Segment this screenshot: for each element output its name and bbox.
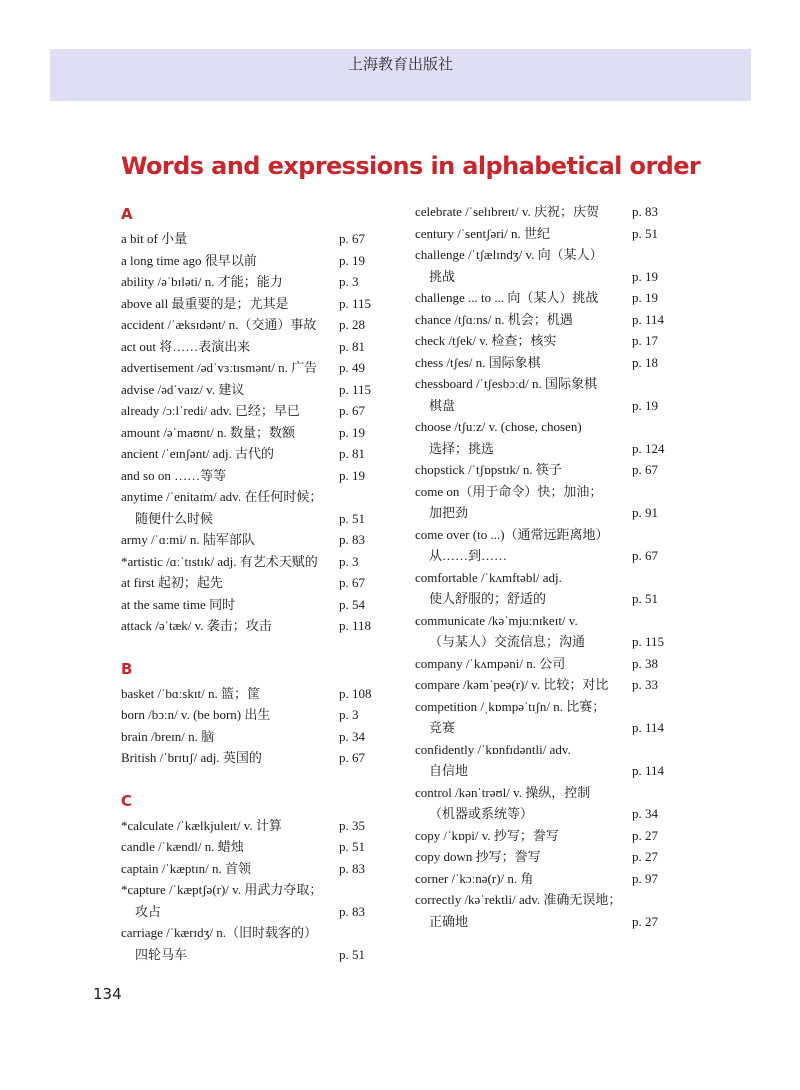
entry-page-ref: p. 118 [339, 618, 372, 633]
entry-text: *calculate /ˈkælkjuleɪt/ v. 计算 [121, 817, 282, 833]
glossary-entry [121, 683, 389, 705]
entry-page-ref: p. 27 [632, 849, 658, 864]
entry-page-ref: p. 34 [632, 806, 658, 821]
entry-page-ref: p. 51 [339, 839, 365, 854]
entry-page-ref: p. 19 [339, 467, 365, 483]
entry-text: compare /kəmˈpeə(r)/ v. 比较；对比 [415, 677, 609, 692]
glossary-entry [415, 524, 679, 567]
entry-text: 从……到…… [429, 548, 508, 563]
entry-page-ref: p. 67 [632, 548, 658, 563]
glossary-entry [121, 704, 389, 726]
entry-page-ref: p. 108 [339, 685, 372, 701]
glossary-entry [415, 416, 679, 459]
entry-text: corner /ˈkɔːnə(r)/ n. 角 [415, 870, 534, 886]
entry-page-ref: p. 67 [339, 403, 365, 418]
entry-text: control /kənˈtrəʊl/ v. 操纵，控制 [415, 784, 591, 800]
entry-text: 挑战 [429, 268, 456, 284]
glossary-entry [415, 201, 679, 223]
entry-text: copy down 抄写；誊写 [415, 849, 541, 864]
glossary-entry [121, 400, 389, 422]
glossary-entry [121, 879, 389, 922]
entry-text: comfortable /ˈkʌmftəbl/ adj. [415, 569, 562, 585]
entry-text: celebrate /ˈselɪbreɪt/ v. 庆祝；庆贺 [415, 204, 599, 219]
section-letter: C [121, 791, 133, 810]
entry-text: basket /ˈbɑːskɪt/ n. 篮；筐 [121, 685, 260, 701]
glossary-entry [121, 443, 389, 465]
entry-page-ref: p. 124 [632, 440, 665, 456]
entry-text: advertisement /ədˈvɜːtɪsmənt/ n. 广告 [121, 360, 318, 375]
glossary-entry [415, 739, 679, 782]
entry-page-ref: p. 19 [632, 268, 658, 284]
entry-page-ref: p. 51 [339, 946, 365, 962]
entry-page-ref: p. 19 [632, 397, 658, 413]
entry-page-ref: p. 27 [632, 827, 658, 843]
entry-page-ref: p. 19 [339, 424, 365, 440]
glossary-entry [121, 379, 389, 401]
section-letter: B [121, 659, 133, 678]
page-number: 134 [93, 985, 122, 1003]
section-letter: A [121, 205, 133, 223]
entry-text: captain /ˈkæptɪn/ n. 首领 [121, 860, 251, 876]
entry-page-ref: p. 81 [339, 338, 365, 354]
glossary-entry [121, 922, 389, 965]
entry-text: *capture /ˈkæptʃə(r)/ v. 用武力夺取； [121, 882, 323, 897]
glossary-entry [415, 373, 679, 416]
glossary-entry [415, 868, 679, 890]
glossary-entry [415, 889, 679, 932]
glossary-entry [121, 836, 389, 858]
entry-text: check /tʃek/ v. 检查；核实 [415, 333, 557, 348]
glossary-entry [415, 309, 679, 331]
entry-page-ref: p. 19 [632, 290, 658, 305]
glossary-entry [415, 244, 679, 287]
entry-text: candle /ˈkændl/ n. 蜡烛 [121, 839, 244, 854]
entry-page-ref: p. 81 [339, 446, 365, 461]
entry-text: amount /əˈmaʊnt/ n. 数量；数额 [121, 424, 295, 440]
entry-page-ref: p. 83 [632, 204, 658, 219]
entry-page-ref: p. 97 [632, 870, 658, 886]
glossary-entry [121, 336, 389, 358]
entry-text: （与某人）交流信息；沟通 [429, 634, 586, 649]
entry-page-ref: p. 51 [632, 225, 658, 241]
entry-text: carriage /ˈkærɪdʒ/ n.（旧时载客的） [121, 925, 318, 940]
entry-page-ref: p. 49 [339, 360, 365, 375]
entry-text: advise /ədˈvaɪz/ v. 建议 [121, 381, 245, 397]
entry-page-ref: p. 67 [632, 462, 658, 477]
entry-text: 四轮马车 [135, 946, 188, 962]
glossary-entry [121, 572, 389, 594]
entry-text: 攻占 [135, 903, 162, 919]
entry-page-ref: p. 18 [632, 354, 658, 370]
glossary-entry [121, 271, 389, 293]
entry-page-ref: p. 67 [339, 231, 365, 246]
header-banner [50, 49, 751, 101]
entry-text: correctly /kəˈrektli/ adv. 准确无误地； [415, 892, 622, 907]
entry-text: 使人舒服的；舒适的 [429, 591, 547, 606]
entry-page-ref: p. 83 [339, 860, 365, 876]
entry-text: brain /breɪn/ n. 脑 [121, 728, 215, 744]
entry-text: 棋盘 [429, 397, 456, 413]
entry-page-ref: p. 114 [632, 311, 665, 327]
glossary-entry [415, 653, 679, 675]
entry-page-ref: p. 91 [632, 505, 658, 520]
entry-text: attack /əˈtæk/ v. 袭击；攻击 [121, 618, 272, 633]
entry-text: company /ˈkʌmpəni/ n. 公司 [415, 655, 566, 671]
entry-text: British /ˈbrɪtɪʃ/ adj. 英国的 [121, 750, 262, 765]
entry-page-ref: p. 54 [339, 596, 365, 612]
entry-text: communicate /kəˈmjuːnɪkeɪt/ v. [415, 612, 578, 628]
entry-page-ref: p. 17 [632, 333, 658, 348]
entry-text: 随便什么时候 [135, 510, 214, 526]
entry-text: 选择；挑选 [429, 440, 495, 456]
entry-text: copy /ˈkɒpi/ v. 抄写；誊写 [415, 827, 559, 843]
entry-page-ref: p. 27 [632, 913, 658, 929]
glossary-entry [121, 747, 389, 769]
entry-page-ref: p. 114 [632, 720, 665, 735]
entry-page-ref: p. 51 [339, 510, 365, 526]
entry-text: anytime /ˈenitaɪm/ adv. 在任何时候； [121, 489, 323, 504]
entry-text: （机器或系统等） [429, 806, 534, 821]
glossary-entry [415, 223, 679, 245]
entry-text: ancient /ˈeɪnʃənt/ adj. 古代的 [121, 446, 275, 461]
glossary-entry [415, 352, 679, 374]
glossary-entry [121, 726, 389, 748]
entry-text: *artistic /ɑːˈtɪstɪk/ adj. 有艺术天赋的 [121, 553, 318, 569]
entry-text: already /ɔːlˈredi/ adv. 已经；早已 [121, 403, 300, 418]
entry-page-ref: p. 114 [632, 763, 665, 778]
entry-text: 竞赛 [429, 720, 456, 735]
entry-text: confidently /ˈkɒnfɪdəntli/ adv. [415, 741, 571, 757]
entry-page-ref: p. 28 [339, 317, 365, 332]
glossary-entry [415, 846, 679, 868]
entry-text: century /ˈsentʃəri/ n. 世纪 [415, 225, 551, 241]
entry-text: choose /tʃuːz/ v. (chose, chosen) [415, 419, 582, 434]
glossary-entry [415, 459, 679, 481]
glossary-entry [121, 357, 389, 379]
entry-page-ref: p. 38 [632, 655, 658, 671]
glossary-entry [415, 674, 679, 696]
entry-text: a long time ago 很早以前 [121, 252, 257, 268]
entry-page-ref: p. 115 [632, 634, 665, 649]
entry-text: above all 最重要的是；尤其是 [121, 295, 289, 311]
entry-text: come over (to ...)（通常远距离地） [415, 526, 609, 542]
glossary-entry [121, 594, 389, 616]
entry-page-ref: p. 34 [339, 728, 365, 744]
entry-text: 加把劲 [429, 505, 469, 520]
entry-text: challenge ... to ... 向（某人）挑战 [415, 290, 599, 305]
entry-text: act out 将……表演出来 [121, 338, 251, 354]
glossary-entry [121, 551, 389, 573]
entry-text: competition /ˌkɒmpəˈtɪʃn/ n. 比赛； [415, 698, 606, 714]
glossary-entry [415, 610, 679, 653]
glossary-entry [121, 486, 389, 529]
entry-text: and so on ……等等 [121, 467, 227, 483]
glossary-entry [415, 287, 679, 309]
page-title: Words and expressions in alphabetical order [121, 152, 701, 180]
entry-page-ref: p. 3 [339, 274, 359, 289]
glossary-entry [415, 696, 679, 739]
glossary-entry [415, 481, 679, 524]
glossary-entry [121, 314, 389, 336]
entry-page-ref: p. 19 [339, 252, 365, 268]
entry-page-ref: p. 3 [339, 707, 359, 722]
publisher-name: 上海教育出版社 [347, 55, 453, 73]
entry-text: 正确地 [429, 913, 469, 929]
glossary-entry [415, 567, 679, 610]
entry-text: chance /tʃɑːns/ n. 机会；机遇 [415, 311, 573, 327]
glossary-entry [121, 465, 389, 487]
glossary-entry [121, 858, 389, 880]
entry-page-ref: p. 67 [339, 575, 365, 590]
glossary-entry [121, 250, 389, 272]
entry-text: come on（用于命令）快；加油； [415, 483, 603, 499]
entry-page-ref: p. 51 [632, 591, 658, 606]
entry-text: challenge /ˈtʃælɪndʒ/ v. 向（某人） [415, 247, 603, 262]
entry-text: accident /ˈæksɪdənt/ n.（交通）事故 [121, 317, 317, 332]
glossary-entry [121, 422, 389, 444]
entry-text: chess /tʃes/ n. 国际象棋 [415, 354, 541, 370]
glossary-entry [415, 825, 679, 847]
entry-text: chessboard /ˈtʃesbɔːd/ n. 国际象棋 [415, 376, 597, 391]
glossary-entry [415, 330, 679, 352]
entry-text: at first 起初；起先 [121, 575, 223, 590]
entry-text: a bit of 小量 [121, 231, 188, 246]
entry-page-ref: p. 115 [339, 295, 372, 311]
glossary-entry [415, 782, 679, 825]
entry-text: 自信地 [429, 763, 469, 778]
glossary-entry [121, 615, 389, 637]
entry-text: chopstick /ˈtʃɒpstɪk/ n. 筷子 [415, 462, 562, 477]
entry-page-ref: p. 67 [339, 750, 365, 765]
entry-page-ref: p. 83 [339, 532, 365, 547]
entry-page-ref: p. 3 [339, 553, 359, 569]
entry-page-ref: p. 33 [632, 677, 658, 692]
glossary-right-column [415, 201, 679, 932]
glossary-entry [121, 815, 389, 837]
entry-page-ref: p. 35 [339, 817, 365, 833]
glossary-entry [121, 293, 389, 315]
entry-text: ability /əˈbɪləti/ n. 才能；能力 [121, 274, 283, 289]
glossary-entry [121, 228, 389, 250]
entry-text: army /ˈɑːmi/ n. 陆军部队 [121, 532, 255, 547]
entry-page-ref: p. 115 [339, 381, 372, 397]
entry-page-ref: p. 83 [339, 903, 365, 919]
entry-text: born /bɔːn/ v. (be born) 出生 [121, 707, 271, 722]
glossary-entry [121, 529, 389, 551]
glossary-left-column [121, 200, 389, 965]
entry-text: at the same time 同时 [121, 596, 236, 612]
